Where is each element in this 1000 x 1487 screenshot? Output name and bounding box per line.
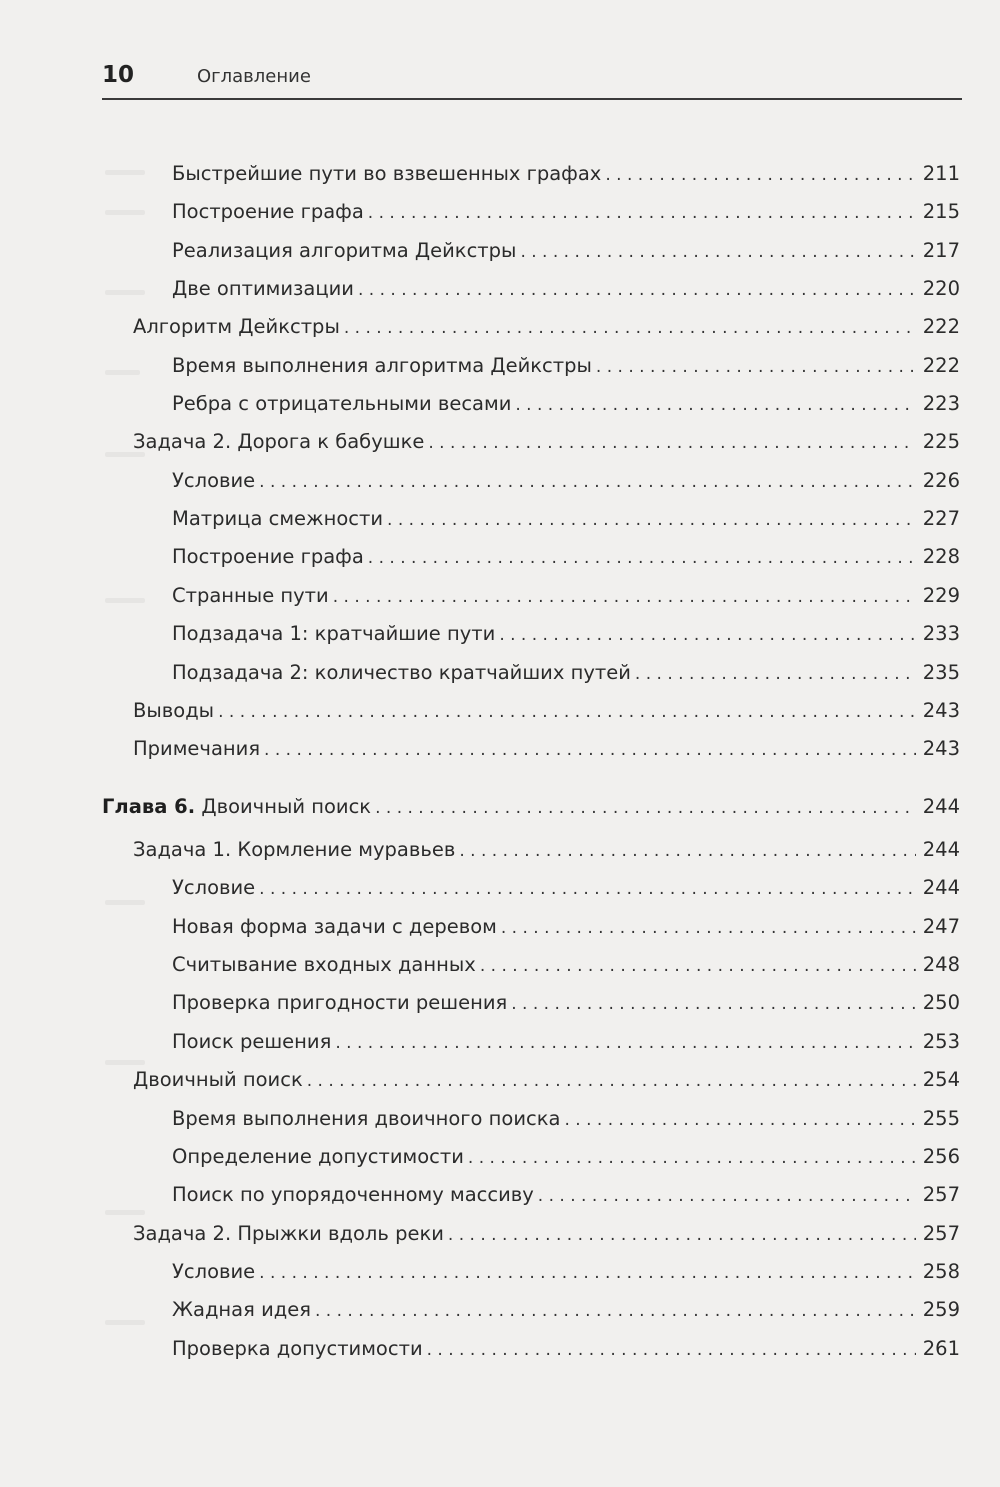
toc-entry bbox=[172, 1027, 960, 1057]
toc-entry bbox=[133, 1219, 960, 1249]
toc-entry-title bbox=[172, 236, 516, 266]
dot-leader bbox=[605, 160, 916, 190]
toc-entry-title bbox=[172, 1180, 534, 1210]
toc-entry-text: Условие bbox=[172, 1260, 256, 1283]
toc-entry bbox=[133, 312, 960, 342]
toc-entry bbox=[172, 1104, 960, 1134]
dot-leader bbox=[596, 352, 916, 382]
toc-entry-text: Двоичный поиск bbox=[201, 795, 372, 818]
toc-entry-text: Считывание входных данных bbox=[172, 953, 476, 976]
toc-entry-title bbox=[172, 1295, 311, 1325]
dot-leader bbox=[515, 390, 916, 420]
toc-entry-text: Подзадача 2: количество кратчайших путей bbox=[172, 661, 631, 684]
toc-entry-title bbox=[102, 792, 371, 822]
dot-leader bbox=[564, 1105, 916, 1135]
dot-leader bbox=[501, 913, 916, 943]
dot-leader bbox=[635, 659, 916, 689]
dot-leader bbox=[264, 735, 916, 765]
toc-entry-page: 229 bbox=[922, 584, 960, 607]
dot-leader bbox=[358, 275, 916, 305]
running-header bbox=[102, 62, 962, 100]
dot-leader bbox=[480, 951, 916, 981]
toc-entry-title bbox=[172, 159, 601, 189]
toc-entry-title bbox=[172, 197, 364, 227]
toc-entry-title bbox=[172, 1334, 423, 1364]
toc-entry bbox=[172, 351, 960, 381]
toc-entry-text: Определение допустимости bbox=[172, 1145, 464, 1168]
toc-entry bbox=[172, 1257, 960, 1287]
toc-entry-page: 244 bbox=[922, 795, 960, 818]
toc-entry-title bbox=[172, 581, 329, 611]
toc-entry-page: 222 bbox=[922, 354, 960, 377]
toc-entry-text: Ребра с отрицательными весами bbox=[172, 392, 512, 415]
toc-entry bbox=[172, 873, 960, 903]
toc-entry-title bbox=[172, 504, 383, 534]
toc-entry-page: 248 bbox=[922, 953, 960, 976]
toc-entry-page: 235 bbox=[922, 661, 960, 684]
toc-entry-page: 244 bbox=[922, 838, 960, 861]
toc-entry-title bbox=[133, 835, 455, 865]
toc-entry bbox=[172, 389, 960, 419]
toc-entry bbox=[172, 159, 960, 189]
toc-entry-page: 227 bbox=[922, 507, 960, 530]
toc-entry-text: Проверка допустимости bbox=[172, 1337, 423, 1360]
toc-entry bbox=[172, 274, 960, 304]
toc-entry-page: 261 bbox=[922, 1337, 960, 1360]
toc-entry bbox=[172, 504, 960, 534]
toc-entry-text: Построение графа bbox=[172, 200, 364, 223]
toc-entry-title bbox=[133, 696, 214, 726]
toc-entry-title bbox=[172, 1027, 331, 1057]
toc-entry bbox=[172, 236, 960, 266]
toc-entry-page: 220 bbox=[922, 277, 960, 300]
toc-entry-text: Задача 1. Кормление муравьев bbox=[133, 838, 456, 861]
dot-leader bbox=[259, 467, 916, 497]
toc-entry-text: Проверка пригодности решения bbox=[172, 991, 508, 1014]
toc-entry bbox=[172, 950, 960, 980]
toc-entry-page: 215 bbox=[922, 200, 960, 223]
toc-entry-title bbox=[172, 542, 364, 572]
toc-entry-text: Время выполнения алгоритма Дейкстры bbox=[172, 354, 592, 377]
toc-entry-page: 228 bbox=[922, 545, 960, 568]
toc-entry-title bbox=[172, 1142, 464, 1172]
toc-entry bbox=[172, 912, 960, 942]
toc-entry-title bbox=[172, 1257, 255, 1287]
toc-entry-text: Условие bbox=[172, 876, 256, 899]
dot-leader bbox=[428, 428, 916, 458]
toc-entry-title bbox=[172, 466, 255, 496]
toc-entry bbox=[172, 988, 960, 1018]
toc-entry-text: Построение графа bbox=[172, 545, 364, 568]
toc-entry-page: 255 bbox=[922, 1107, 960, 1130]
toc-entry-page: 226 bbox=[922, 469, 960, 492]
toc-entry bbox=[172, 1334, 960, 1364]
dot-leader bbox=[511, 989, 916, 1019]
toc-entry-page: 257 bbox=[922, 1222, 960, 1245]
toc-entry-text: Задача 2. Прыжки вдоль реки bbox=[133, 1222, 444, 1245]
toc-entry bbox=[172, 1295, 960, 1325]
toc-entry bbox=[172, 542, 960, 572]
toc-entry-page: 222 bbox=[922, 315, 960, 338]
toc-entry-page: 225 bbox=[922, 430, 960, 453]
toc-entry bbox=[172, 581, 960, 611]
toc-entry-title bbox=[172, 950, 476, 980]
toc-entry-text: Алгоритм Дейкстры bbox=[133, 315, 340, 338]
toc-entry-text: Жадная идея bbox=[172, 1298, 311, 1321]
dot-leader bbox=[218, 697, 916, 727]
toc-entry-text: Быстрейшие пути во взвешенных графах bbox=[172, 162, 602, 185]
dot-leader bbox=[335, 1028, 916, 1058]
toc-entry-page: 254 bbox=[922, 1068, 960, 1091]
toc-entry-page: 217 bbox=[922, 239, 960, 262]
dot-leader bbox=[344, 313, 916, 343]
toc-entry bbox=[172, 1142, 960, 1172]
toc-entry-text: Двоичный поиск bbox=[133, 1068, 303, 1091]
toc-entry-page: 243 bbox=[922, 699, 960, 722]
toc-entry-title bbox=[172, 389, 511, 419]
toc-entry-page: 250 bbox=[922, 991, 960, 1014]
dot-leader bbox=[448, 1220, 916, 1250]
toc-entry-title bbox=[172, 988, 507, 1018]
toc-entry-page: 259 bbox=[922, 1298, 960, 1321]
toc-entry-title bbox=[172, 912, 497, 942]
dot-leader bbox=[368, 543, 916, 573]
dot-leader bbox=[259, 1258, 916, 1288]
dot-leader bbox=[375, 793, 916, 823]
toc-entry-text: Поиск решения bbox=[172, 1030, 332, 1053]
toc-entry-title bbox=[172, 351, 592, 381]
toc-entry-title bbox=[133, 427, 424, 457]
toc-entry bbox=[172, 197, 960, 227]
toc-entry-page: 223 bbox=[922, 392, 960, 415]
toc-entry-text: Странные пути bbox=[172, 584, 329, 607]
dot-leader bbox=[499, 620, 916, 650]
toc-entry-page: 253 bbox=[922, 1030, 960, 1053]
toc-entry bbox=[172, 658, 960, 688]
toc-entry bbox=[172, 1180, 960, 1210]
dot-leader bbox=[368, 198, 916, 228]
toc-entry-page: 244 bbox=[922, 876, 960, 899]
dot-leader bbox=[333, 582, 916, 612]
toc-entry bbox=[133, 835, 960, 865]
chapter-label: Глава 6. bbox=[102, 795, 196, 818]
dot-leader bbox=[538, 1181, 916, 1211]
toc-entry-text: Выводы bbox=[133, 699, 215, 722]
toc-entry-text: Подзадача 1: кратчайшие пути bbox=[172, 622, 496, 645]
toc-entry-text: Реализация алгоритма Дейкстры bbox=[172, 239, 517, 262]
toc-entry-page: 256 bbox=[922, 1145, 960, 1168]
toc-entry-text: Две оптимизации bbox=[172, 277, 354, 300]
toc-entry-text: Условие bbox=[172, 469, 256, 492]
dot-leader bbox=[427, 1335, 916, 1365]
toc-entry-title bbox=[172, 1104, 560, 1134]
dot-leader bbox=[387, 505, 916, 535]
toc-entry-title bbox=[172, 274, 354, 304]
toc-entry bbox=[133, 696, 960, 726]
toc-entry-title bbox=[172, 873, 255, 903]
toc-entry-title bbox=[133, 1219, 444, 1249]
page-number: 10 bbox=[102, 62, 135, 88]
dot-leader bbox=[315, 1296, 916, 1326]
dot-leader bbox=[468, 1143, 916, 1173]
toc-entry-page: 247 bbox=[922, 915, 960, 938]
dot-leader bbox=[307, 1066, 916, 1096]
running-title: Оглавление bbox=[197, 66, 311, 87]
toc-entry-page: 233 bbox=[922, 622, 960, 645]
toc-entry-page: 243 bbox=[922, 737, 960, 760]
toc-entry bbox=[133, 734, 960, 764]
toc-entry-title bbox=[133, 734, 260, 764]
toc-entry-page: 211 bbox=[922, 162, 960, 185]
toc-entry bbox=[172, 619, 960, 649]
toc-entry-text: Новая форма задачи с деревом bbox=[172, 915, 497, 938]
toc-entry-title bbox=[172, 619, 495, 649]
toc-entry-title bbox=[172, 658, 631, 688]
toc-entry-title bbox=[133, 312, 340, 342]
toc-entry bbox=[172, 466, 960, 496]
toc-entry bbox=[133, 427, 960, 457]
toc-chapter bbox=[102, 792, 960, 822]
toc-entry-page: 258 bbox=[922, 1260, 960, 1283]
toc-entry-text: Поиск по упорядоченному массиву bbox=[172, 1183, 534, 1206]
toc-entry-text: Время выполнения двоичного поиска bbox=[172, 1107, 561, 1130]
toc-entry-text: Задача 2. Дорога к бабушке bbox=[133, 430, 425, 453]
dot-leader bbox=[259, 874, 916, 904]
toc-entry-page: 257 bbox=[922, 1183, 960, 1206]
toc-entry-text: Примечания bbox=[133, 737, 261, 760]
toc-entry bbox=[133, 1065, 960, 1095]
toc-entry-title bbox=[133, 1065, 303, 1095]
toc-entry-text: Матрица смежности bbox=[172, 507, 384, 530]
dot-leader bbox=[520, 237, 916, 267]
dot-leader bbox=[459, 836, 916, 866]
